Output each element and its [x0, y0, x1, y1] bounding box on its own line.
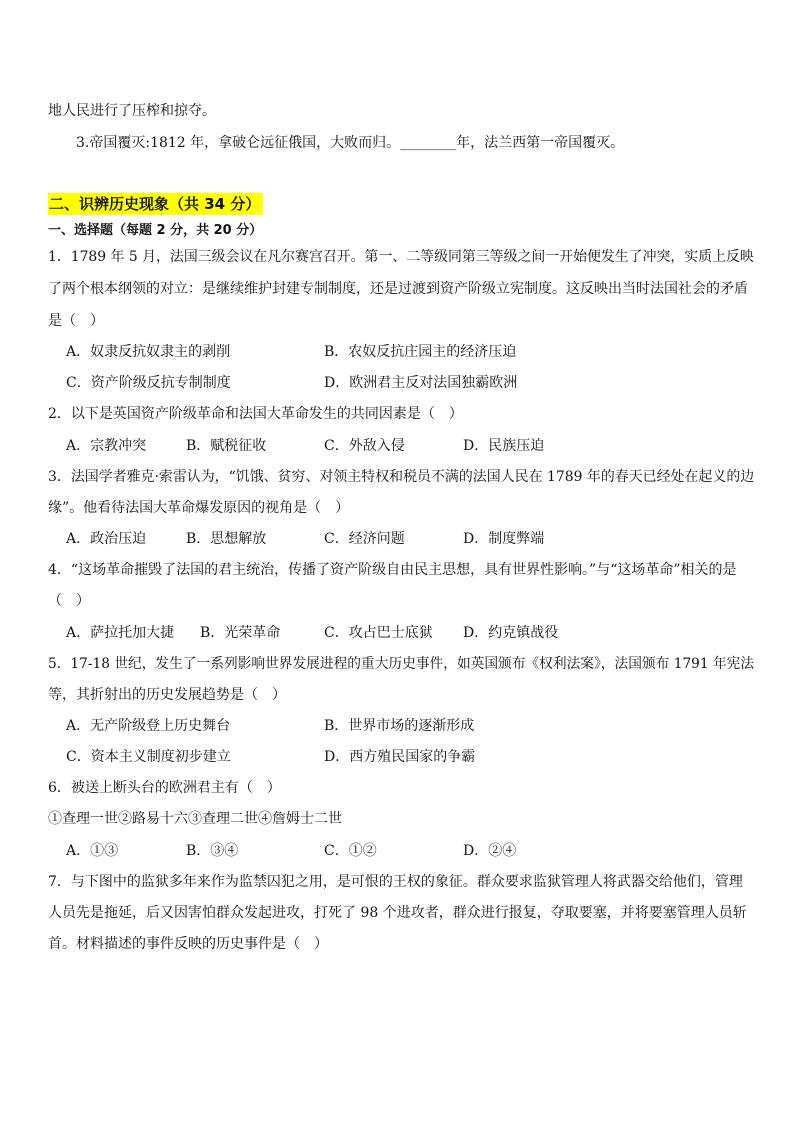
question-5-line-2: 等，其折射出的历史发展趋势是（ ）	[48, 687, 286, 703]
question-2-option-c[interactable]: C．外敌入侵	[324, 438, 405, 454]
section-title: 二、识辨历史现象（共 34 分）	[48, 193, 263, 215]
question-6-option-b[interactable]: B．③④	[186, 843, 239, 859]
question-7-line-2: 人员先是拖延，后又因害怕群众发起进攻，打死了 98 个进攻者，群众进行报复，夺取要塞，并将要塞管理人员斩	[48, 905, 747, 921]
question-4-option-d[interactable]: D．约克镇战役	[463, 625, 559, 641]
question-5-option-a[interactable]: A．无产阶级登上历史舞台	[66, 718, 231, 734]
question-1-option-d[interactable]: D．欧洲君主反对法国独霸欧洲	[324, 375, 518, 391]
question-2-option-d[interactable]: D．民族压迫	[463, 438, 545, 454]
question-6-line-2: ①查理一世②路易十六③查理二世④詹姆士二世	[48, 811, 342, 827]
question-1-option-b[interactable]: B．农奴反抗庄园主的经济压迫	[324, 344, 517, 360]
question-2-option-a[interactable]: A．宗教冲突	[66, 438, 147, 454]
question-4-line-1: 4．“这场革命摧毁了法国的君主统治，传播了资产阶级自由民主思想，具有世界性影响。”与“这场革命”相关的是	[48, 562, 737, 578]
question-1-line-1: 1．1789 年 5 月，法国三级会议在凡尔赛宫召开。第一、二等级同第三等级之间一开始便发生了冲突，实质上反映	[48, 249, 754, 265]
question-4-option-a[interactable]: A．萨拉托加大捷	[66, 625, 175, 641]
question-6-option-a[interactable]: A．①③	[66, 843, 119, 859]
question-3-option-c[interactable]: C．经济问题	[324, 531, 405, 547]
question-5-option-d[interactable]: D．西方殖民国家的争霸	[324, 749, 476, 765]
intro-line-1: 地人民进行了压榨和掠夺。	[48, 103, 216, 119]
question-2-line-1: 2．以下是英国资产阶级革命和法国大革命发生的共同因素是（ ）	[48, 406, 463, 422]
question-6-option-d[interactable]: D．②④	[463, 843, 517, 859]
question-3-line-1: 3．法国学者雅克·索雷认为，“饥饿、贫穷、对领主特权和税员不满的法国人民在 1789 年的春天已经处在起义的边	[48, 469, 755, 485]
question-3-option-d[interactable]: D．制度弊端	[463, 531, 545, 547]
question-6-option-c[interactable]: C．①②	[324, 843, 377, 859]
question-1-option-c[interactable]: C．资产阶级反抗专制制度	[66, 375, 231, 391]
question-4-line-2: （ ）	[48, 593, 90, 609]
question-3-line-2: 缘”。他看待法国大革命爆发原因的视角是（ ）	[48, 500, 350, 516]
question-1-line-2: 了两个根本纲领的对立：是继续维护封建专制制度，还是过渡到资产阶级立宪制度。这反映出当时法国社会的矛盾	[48, 281, 748, 297]
question-5-option-b[interactable]: B．世界市场的逐渐形成	[324, 718, 475, 734]
section-subhead: 一、选择题（每题 2 分，共 20 分）	[48, 223, 263, 238]
question-2-option-b[interactable]: B．赋税征收	[186, 438, 267, 454]
question-1-line-3: 是（ ）	[48, 313, 104, 329]
question-5-line-1: 5．17-18 世纪，发生了一系列影响世界发展进程的重大历史事件，如英国颁布《权利法案》，法国颁布 1791 年宪法	[48, 656, 755, 672]
question-4-option-b[interactable]: B．光荣革命	[200, 625, 281, 641]
question-5-option-c[interactable]: C．资本主义制度初步建立	[66, 749, 231, 765]
question-1-option-a[interactable]: A．奴隶反抗奴隶主的剥削	[66, 344, 231, 360]
question-4-option-c[interactable]: C．攻占巴士底狱	[324, 625, 433, 641]
question-7-line-3: 首。材料描述的事件反映的历史事件是（ ）	[48, 936, 328, 952]
question-7-line-1: 7．与下图中的监狱多年来作为监禁囚犯之用，是可恨的王权的象征。群众要求监狱管理人将武器交给他们，管理	[48, 874, 743, 890]
question-3-option-a[interactable]: A．政治压迫	[66, 531, 147, 547]
question-6-line-1: 6．被送上断头台的欧洲君主有（ ）	[48, 780, 281, 796]
intro-line-2: 3.帝国覆灭:1812 年，拿破仑远征俄国，大败而归。________年，法兰西第一帝国覆灭。	[76, 135, 625, 151]
question-3-option-b[interactable]: B．思想解放	[186, 531, 267, 547]
